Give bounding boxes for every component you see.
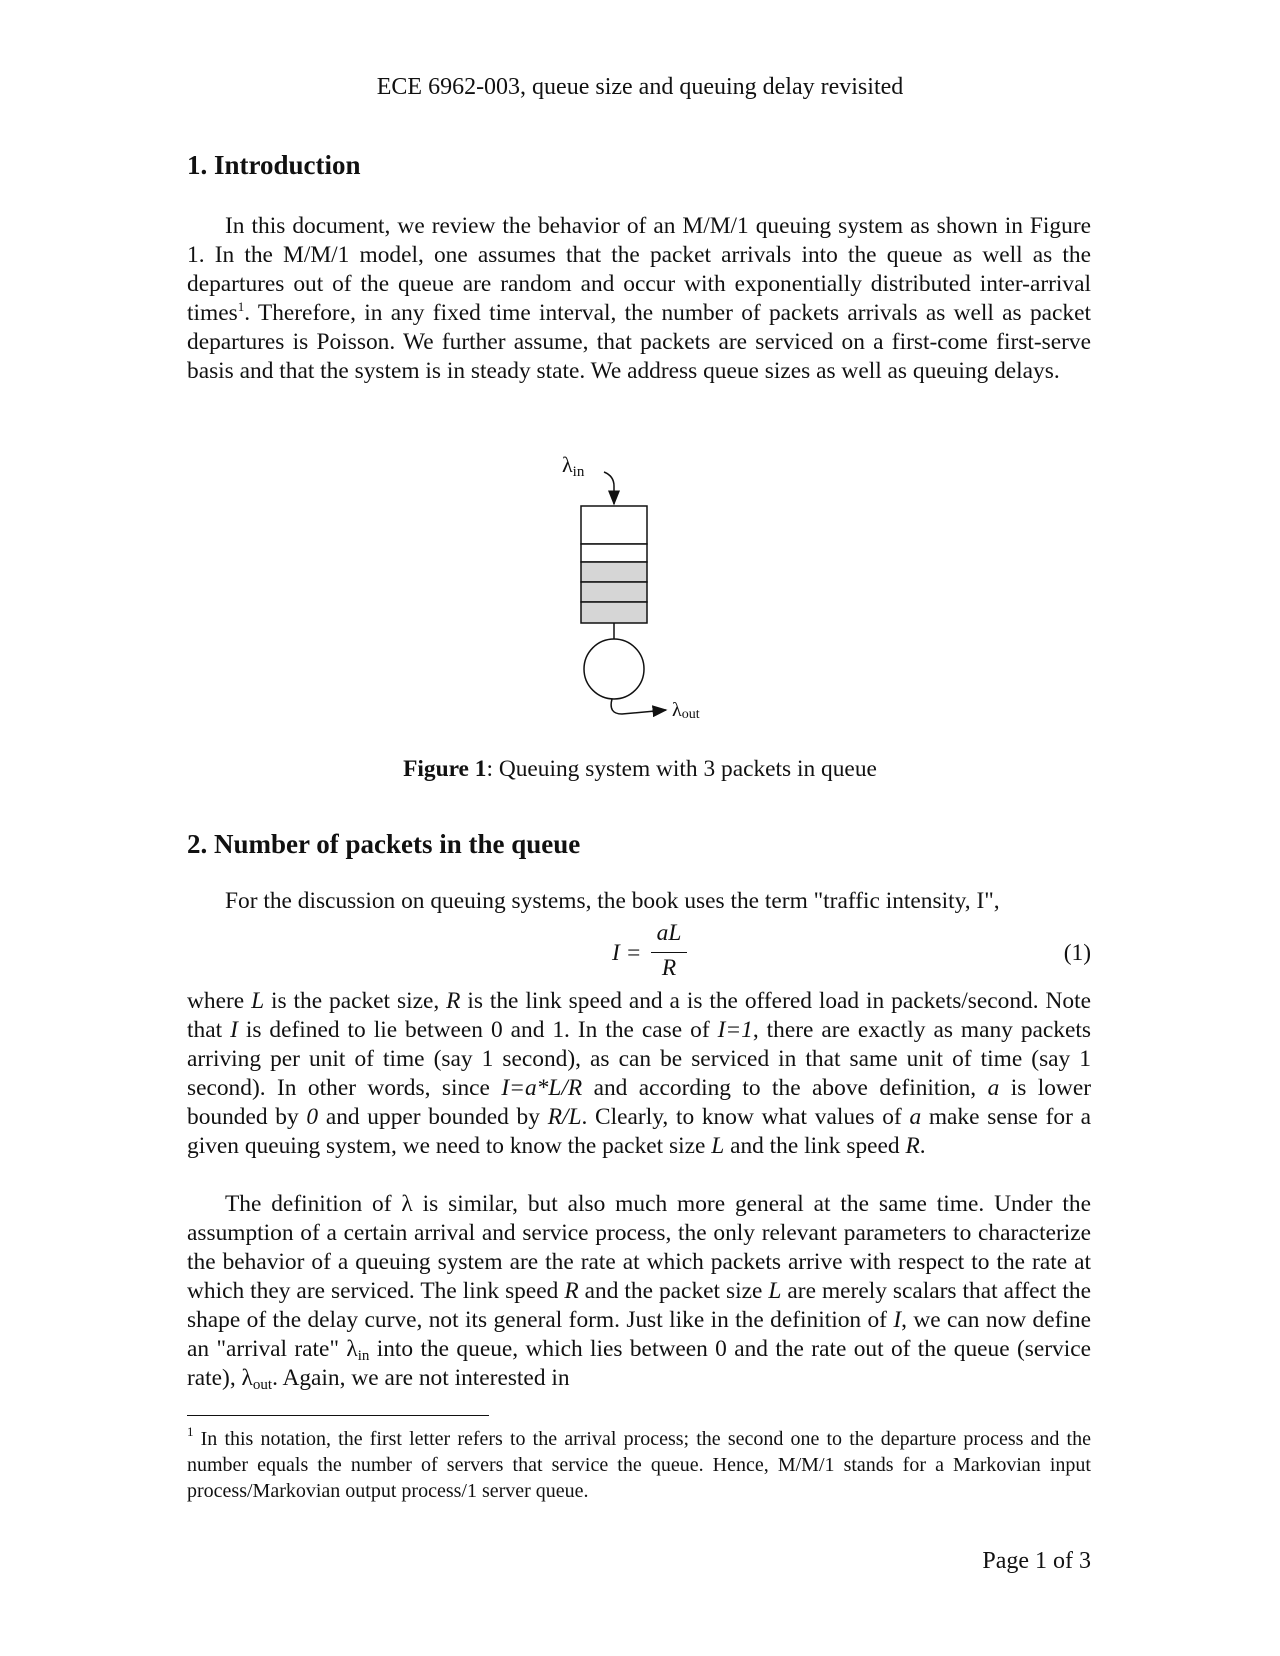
equation-1 xyxy=(187,920,1091,992)
text-run: and the packet size xyxy=(578,1278,769,1304)
text-run: make sense for a given queuing system, we need to know the packet size xyxy=(187,1104,1091,1159)
equation-numerator: aL xyxy=(656,920,682,946)
math-symbol: I=1 xyxy=(717,1017,753,1043)
equation-number: (1) xyxy=(1063,940,1091,966)
math-symbol: I=a*L/R xyxy=(501,1075,583,1101)
figure-caption-label: Figure 1 xyxy=(403,756,487,782)
text-run: into the queue, which lies between 0 and the rate out of the queue (service rate), λ xyxy=(187,1336,1091,1391)
traffic-intensity-paragraph xyxy=(187,987,1091,1161)
queue-figure xyxy=(520,448,760,738)
arrival-rate-paragraph xyxy=(187,1190,1091,1393)
queue-slot-empty xyxy=(581,506,647,544)
text-run: and the link speed xyxy=(724,1133,906,1159)
equation-lhs: I = xyxy=(612,940,642,966)
footnote xyxy=(187,1426,1091,1504)
queue-slot-empty xyxy=(581,544,647,562)
math-subscript: in xyxy=(357,1348,370,1364)
text-run: . Clearly, to know what values of xyxy=(581,1104,910,1130)
text-run: where xyxy=(187,988,252,1014)
math-symbol: R xyxy=(446,988,461,1014)
figure-caption xyxy=(0,756,1280,783)
figure-caption-text: : Queuing system with 3 packets in queue xyxy=(486,756,877,782)
arrival-arrow xyxy=(604,472,614,504)
math-symbol: 0 xyxy=(306,1104,319,1130)
queue-packet xyxy=(581,562,647,582)
server-circle xyxy=(584,639,644,699)
queue-packet xyxy=(581,602,647,623)
section-2-heading: 2. Number of packets in the queue xyxy=(187,829,581,859)
text-run: is the packet size, xyxy=(264,988,447,1014)
text-run: , we can now define an "arrival rate" λ xyxy=(187,1307,1092,1362)
math-symbol: R xyxy=(905,1133,920,1159)
footnote-separator xyxy=(187,1415,489,1416)
text-run: is defined to lie between 0 and 1. In the case of xyxy=(237,1017,718,1043)
intro-text-rest: . Therefore, in any fixed time interval, the number of packets arrivals as well as packet departures is Poisson. We further assume, that packets are serviced on a first-come first-serve basis and that the system is in steady state. We address queue sizes as well as queuing delays. xyxy=(187,300,1091,384)
intro-paragraph xyxy=(187,212,1091,386)
math-symbol: a xyxy=(987,1075,1000,1101)
text-run: and according to the above definition, xyxy=(582,1075,988,1101)
page-header: ECE 6962-003, queue size and queuing delay revisited xyxy=(376,74,904,100)
lambda-out-label: λout xyxy=(672,699,700,722)
footnote-ref[interactable]: 1 xyxy=(237,299,245,314)
section-1-heading: 1. Introduction xyxy=(187,150,361,180)
text-run: . Again, we are not interested in xyxy=(272,1365,570,1391)
math-symbol: I xyxy=(230,1017,238,1043)
intro-text: In this document, we review the behavior of an M/M/1 queuing system as shown in Figure 1. In the M/M/1 model, one assumes that the packet arrivals into the queue as well as the departures out of the queue are random and occur with exponentially distributed inter-arrival times xyxy=(187,213,1091,326)
equation-fraction xyxy=(649,920,689,982)
text-run: , there are exactly as many packets arriving per unit of time (say 1 second), as can be serviced in that same unit of time (say 1 second). In other words, since xyxy=(187,1017,1091,1101)
math-symbol: L xyxy=(768,1278,782,1304)
traffic-intensity-intro: For the discussion on queuing systems, the book uses the term "traffic intensity, I", xyxy=(225,888,1000,914)
math-symbol: I xyxy=(893,1307,902,1333)
queue-diagram xyxy=(520,448,760,738)
math-symbol: L xyxy=(711,1133,725,1159)
text-run: is the link speed and a is the offered load in packets/second. Note that xyxy=(187,988,1091,1043)
footnote-text: In this notation, the first letter refers to the arrival process; the second one to the departure process and the number equals the number of servers that service the queue. Hence, M/M/1 stands for a Markovian input process/Markovian output process/1 server queue. xyxy=(187,1428,1091,1502)
text-run: . xyxy=(919,1133,926,1159)
queue-buffer xyxy=(581,506,647,623)
queue-packet xyxy=(581,582,647,602)
page-number: Page 1 of 3 xyxy=(982,1548,1091,1574)
footnote-marker: 1 xyxy=(187,1424,194,1439)
math-symbol: a xyxy=(909,1104,922,1130)
math-subscript: out xyxy=(252,1377,273,1393)
departure-arrow xyxy=(611,699,666,714)
equation-denominator: R xyxy=(661,955,677,981)
text-run: and upper bounded by xyxy=(318,1104,548,1130)
math-symbol: R xyxy=(564,1278,579,1304)
text-run: The definition of λ is similar, but also much more general at the same time. Under the assumption of a certain arrival and service process, the only relevant parameters to characterize the behavior of a queuing system are the rate at which packets arrive with respect to the rate at which they are serviced. The link speed xyxy=(187,1191,1091,1304)
math-symbol: R/L xyxy=(547,1104,582,1130)
text-run: is lower bounded by xyxy=(187,1075,1091,1130)
text-run: are merely scalars that affect the shape of the delay curve, not its general form. Just like in the definition of xyxy=(187,1278,1091,1333)
lambda-in-label: λin xyxy=(562,452,585,480)
math-symbol: L xyxy=(251,988,265,1014)
